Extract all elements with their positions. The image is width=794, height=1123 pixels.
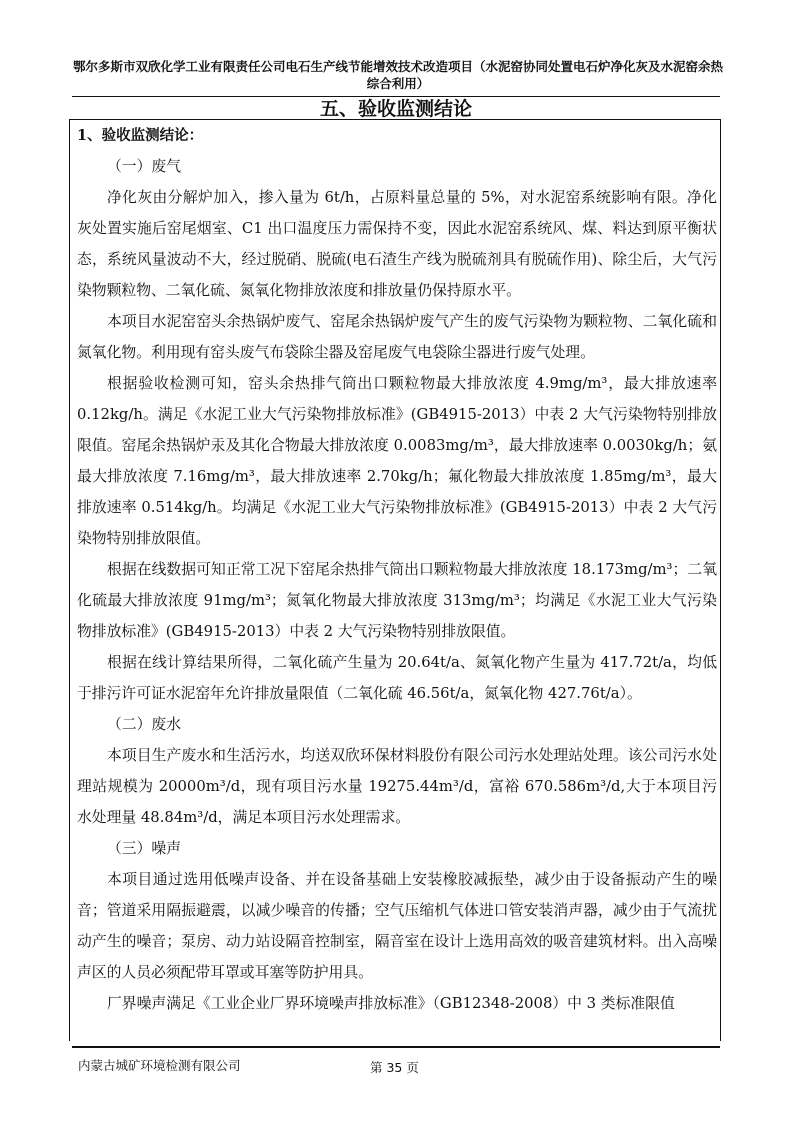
footer-company-name: 内蒙古城矿环境检测有限公司: [78, 1058, 241, 1073]
content-frame: [69, 119, 721, 1041]
paragraph: 本项目水泥窑窑头余热锅炉废气、窑尾余热锅炉废气产生的废气污染物为颗粒物、二氧化硫和氮氧化物。利用现有窑头废气布袋除尘器及窑尾废气电袋除尘器进行废气处理。: [77, 313, 717, 361]
subsection-wastewater: （二）废水: [107, 716, 181, 733]
subsection-noise: （三）噪声: [107, 840, 181, 857]
page-number: 第 35 页: [370, 1060, 419, 1075]
paragraph: 厂界噪声满足《工业企业厂界环境噪声排放标准》（GB12348-2008）中 3 类标准限值: [107, 995, 675, 1012]
paragraph: 本项目通过选用低噪声设备、并在设备基础上安装橡胶减振垫，减少由于设备振动产生的噪音；管道采用隔振避震，以减少噪音的传播；空气压缩机气体进口管安装消声器，减少由于气流扰动产生的噪音；泵房、动力站设隔音控制室，隔音室在设计上选用高效的吸音建筑材料。出入高噪声区的人员必须配带耳罩或耳塞等防护用具。: [77, 871, 717, 981]
footer-divider: [72, 1046, 720, 1048]
paragraph: 本项目生产废水和生活污水，均送双欣环保材料股份有限公司污水处理站处理。该公司污水处理站规模为 20000m³/d，现有项目污水量 19275.44m³/d，富裕 670.586m³/d,大于本项目污水处理量 48.84m³/d，满足本项目污水处理需求。: [77, 747, 717, 826]
content-body: [77, 120, 717, 1019]
paragraph: 净化灰由分解炉加入，掺入量为 6t/h，占原料量总量的 5%，对水泥窑系统影响有限。净化灰处置实施后窑尾烟室、C1 出口温度压力需保持不变，因此水泥窑系统风、煤、料达到原平衡状态，系统风量波动不大，经过脱硝、脱硫(电石渣生产线为脱硫剂具有脱硫作用)、除尘后，大气污染物颗粒物、二氧化硫、氮氧化物排放浓度和排放量仍保持原水平。: [77, 189, 717, 299]
section-title: 五、验收监测结论: [319, 98, 472, 120]
subsection-waste-gas: （一）废气: [107, 158, 181, 175]
paragraph: 根据验收检测可知，窑头余热排气筒出口颗粒物最大排放浓度 4.9mg/m³，最大排放速率 0.12kg/h。满足《水泥工业大气污染物排放标准》(GB4915-2013）中表 2 大气污染物特别排放限值。窑尾余热锅炉汞及其化合物最大排放浓度 0.0083mg/m³，最大排放速率 0.0030kg/h；氨最大排放浓度 7.16mg/m³，最大排放速率 2.70kg/h；氟化物最大排放浓度 1.85mg/m³，最大排放速率 0.514kg/h。均满足《水泥工业大气污染物排放标准》(GB4915-2013）中表 2 大气污染物特别排放限值。: [77, 375, 717, 547]
conclusion-heading: 1、验收监测结论：: [77, 127, 204, 144]
paragraph: 根据在线数据可知正常工况下窑尾余热排气筒出口颗粒物最大排放浓度 18.173mg/m³；二氧化硫最大排放浓度 91mg/m³；氮氧化物最大排放浓度 313mg/m³；均满足《水泥工业大气污染物排放标准》(GB4915-2013）中表 2 大气污染物特别排放限值。: [77, 561, 717, 640]
paragraph: 根据在线计算结果所得，二氧化硫产生量为 20.64t/a、氮氧化物产生量为 417.72t/a，均低于排污许可证水泥窑年允许排放量限值（二氧化硫 46.56t/a，氮氧化物 427.76t/a）。: [77, 654, 717, 702]
document-header-title: 鄂尔多斯市双欣化学工业有限责任公司电石生产线节能增效技术改造项目（水泥窑协同处置电石炉净化灰及水泥窑余热综合利用）: [72, 59, 723, 91]
